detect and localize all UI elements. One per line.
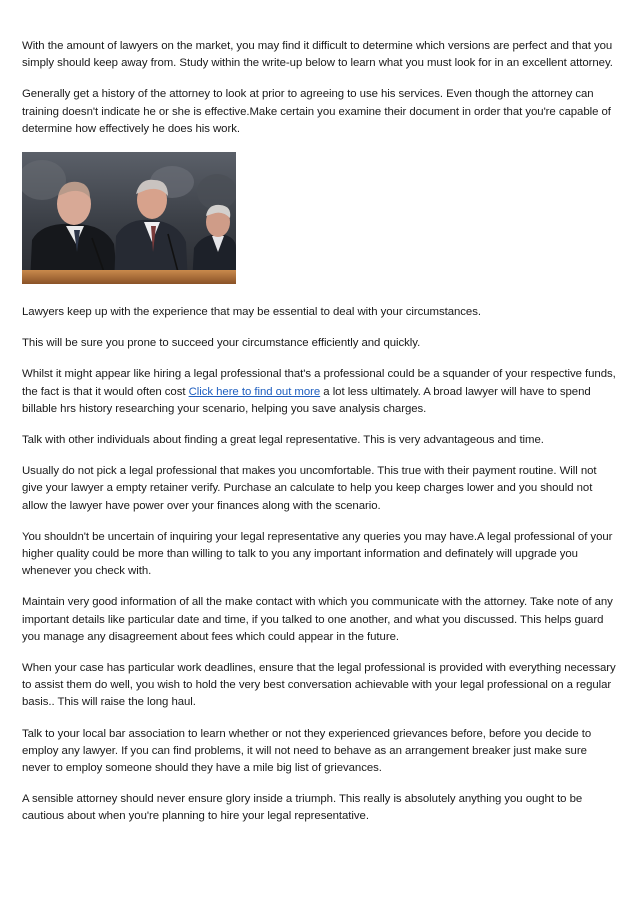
paragraph-bar-association: Talk to your local bar association to learn whether or not they experienced grievances before, before you decide to employ any lawyer. If you can find problems, it will not need to behave as an arrangement breaker just make sure never to employ someone should they have a mile big list of grievances.: [22, 727, 592, 775]
paragraph-questions: You shouldn't be uncertain of inquiring your legal representative any queries you may have.A legal professional of your higher quality could be more than willing to talk to you any important information and definately will upgrade you whenever you check with.: [22, 530, 613, 578]
paragraph-succeed: This will be sure you prone to succeed your circumstance efficiently and quickly.: [22, 337, 421, 350]
paragraph-history: Generally get a history of the attorney to look at prior to agreeing to use his services. Even though the attorney can training doesn't indicate he or she is effective.Make certain you examine their document in order that you're capable of determine how effectively he does his work.: [22, 88, 611, 135]
paragraph-guarantee: A sensible attorney should never ensure glory inside a triumph. This really is absolutely anything you ought to be cautious about when you're planning to hire your legal representative.: [22, 793, 583, 823]
paragraph-specialist-start: Whilst it might appear like hiring a legal professional that's a professional could be a squander of your respective funds, the fact is that it would often cost: [22, 368, 616, 398]
paragraph-experience: Lawyers keep up with the experience that may be essential to deal with your circumstances.: [22, 306, 481, 319]
paragraph-specialist-end: a lot less ultimately. A broad lawyer will have to spend billable hrs history researching your scenario, helping you save analysis charges.: [22, 385, 591, 415]
article-photo: [22, 152, 236, 284]
paragraph-deadlines: When your case has particular work deadlines, ensure that the legal professional is provided with everything necessary to assist them do well, you wish to hold the very best conversation achievable with your legal professional on a regular basis.. This will raise the long haul.: [22, 662, 616, 709]
paragraph-uncomfortable: Usually do not pick a legal professional that makes you uncomfortable. This true with their payment routine. Will not give your lawyer a empty retainer verify. Purchase an calculate to help you keep charges lower and you should not allow the lawyer have power over your finances along with the scenario.: [22, 465, 597, 512]
paragraph-talk-others: Talk with other individuals about finding a great legal representative. This is very advantageous and time.: [22, 434, 544, 447]
paragraph-records: Maintain very good information of all the make contact with which you communicate with the attorney. Take note of any important details like particular date and time, if you talked to one another, and what you discussed. This helps guard you manage any disagreement about fees which could appear in the future.: [22, 596, 613, 643]
paragraph-specialist: [22, 366, 616, 418]
paragraph-intro: With the amount of lawyers on the market, you may find it difficult to determine which versions are perfect and that you simply should keep away from. Study within the write-up below to learn what you must look for in an excellent attorney.: [22, 40, 613, 70]
find-out-more-link[interactable]: Click here to find out more: [188, 385, 321, 398]
